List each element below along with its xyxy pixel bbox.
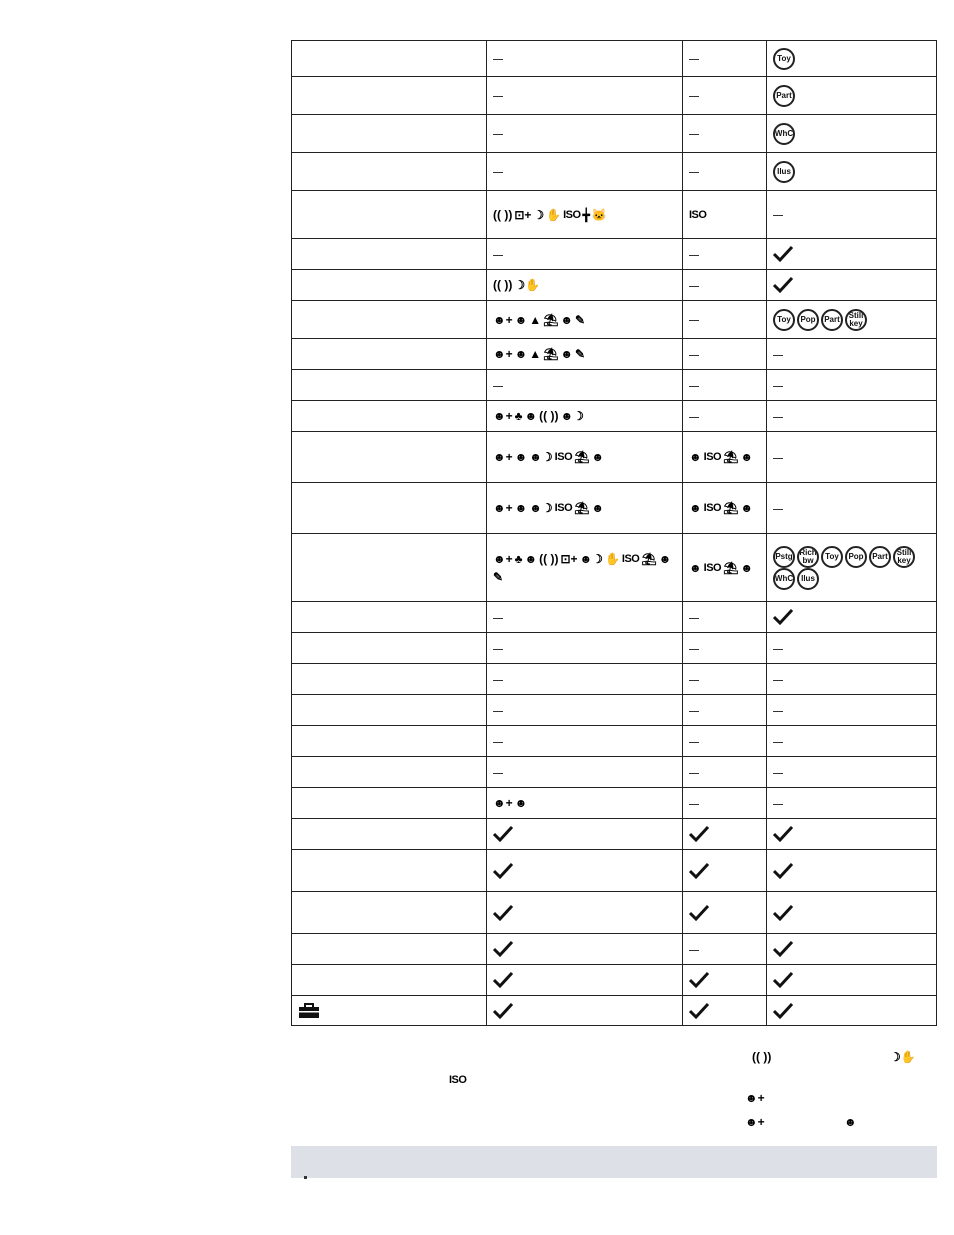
not-available-dash [689,417,699,418]
check-icon [773,904,793,922]
table-cell [292,819,487,850]
not-available-dash [689,172,699,173]
check-icon [773,862,793,880]
table-cell [683,819,767,850]
picture-effect-badge-icon: Pstg [773,546,795,568]
scene-mode-icon: ♣ [514,409,523,424]
table-cell [292,996,487,1026]
table-cell [767,270,937,301]
scene-mode-icon: ☻+ [493,796,513,811]
table-cell [767,301,937,339]
scene-mode-icon: ☻ [689,501,702,516]
table-row [292,370,937,401]
scene-mode-icon: ☻ [514,347,528,362]
table-cell [683,270,767,301]
scene-mode-icon: ☻ [524,551,538,566]
check-icon [773,971,793,989]
scene-mode-icon: ╈ [582,207,590,222]
table-row [292,77,937,115]
not-available-dash [689,804,699,805]
table-cell [292,301,487,339]
table-cell [767,339,937,370]
scene-mode-icon: ☻+ [493,501,513,516]
scene-mode-icon: ☻☽ [529,501,553,516]
table-cell [487,996,683,1026]
table-cell [487,695,683,726]
scene-mode-icon: ☻ [740,501,753,516]
scene-mode-icon: (( )) [539,409,559,424]
check-icon [493,1002,513,1020]
scene-mode-icon: ☻☽ [560,409,584,424]
table-cell [487,965,683,996]
table-cell [487,191,683,239]
table-row [292,239,937,270]
picture-effect-badge-icon: Part [821,309,843,331]
table-row [292,819,937,850]
table-cell [683,239,767,270]
table-cell [683,757,767,788]
table-cell [292,602,487,633]
not-available-dash [493,618,503,619]
table-cell [767,965,937,996]
picture-effect-badge-icon: Toy [773,48,795,70]
scene-mode-icon: ✎ [493,569,504,584]
table-row [292,191,937,239]
table-cell [487,370,683,401]
scene-mode-icon: ☻+ [493,312,513,327]
table-cell [683,726,767,757]
scene-mode-icon: ISO [554,502,573,515]
scene-mode-icon: ♣ [514,551,523,566]
table-cell [292,239,487,270]
table-cell [767,633,937,664]
table-cell [487,153,683,191]
scene-mode-icon: ☻ [689,450,702,465]
table-row [292,664,937,695]
scene-mode-icon: ⛱ [723,560,739,575]
table-cell [767,191,937,239]
scene-mode-icon: ☽ [533,207,545,222]
scene-mode-icon: ☻ [689,560,702,575]
table-cell [487,819,683,850]
table-cell [487,301,683,339]
not-available-dash [689,773,699,774]
not-available-dash [773,742,783,743]
table-cell [767,695,937,726]
table-cell [292,534,487,602]
table-cell [767,115,937,153]
table-row [292,432,937,483]
table-cell [292,191,487,239]
scene-mode-icon: ✋ [604,551,620,566]
table-cell [292,664,487,695]
scene-mode-icon: ⛱ [543,312,559,327]
not-available-dash [689,950,699,951]
not-available-dash [773,417,783,418]
not-available-dash [689,320,699,321]
table-cell [767,534,937,602]
table-cell [683,191,767,239]
table-cell [683,850,767,892]
table-cell [767,602,937,633]
table-cell [292,695,487,726]
scene-mode-icon: ⛱ [543,347,559,362]
not-available-dash [773,649,783,650]
table-cell [683,892,767,934]
scene-mode-icon: ☻ [591,501,604,516]
table-row [292,996,937,1026]
footnote-icon-high-sensitivity: ISO [449,1074,467,1086]
check-icon [493,862,513,880]
not-available-dash [689,711,699,712]
table-cell [683,153,767,191]
not-available-dash [493,96,503,97]
table-cell [487,726,683,757]
scene-mode-icon: ⛱ [641,551,657,566]
table-cell [487,401,683,432]
table-cell [292,401,487,432]
check-icon [493,904,513,922]
table-row [292,965,937,996]
scene-mode-icon: (( )) [493,207,513,222]
check-icon [689,862,709,880]
table-cell [683,370,767,401]
not-available-dash [689,255,699,256]
table-cell [683,633,767,664]
picture-effect-badge-icon: Still key [893,546,915,568]
not-available-dash [773,509,783,510]
table-row [292,401,937,432]
table-cell [292,77,487,115]
table-cell [292,370,487,401]
not-available-dash [689,96,699,97]
scene-mode-icon: ⛱ [723,501,739,516]
table-cell [487,483,683,534]
scene-mode-icon: ⊡+ [514,207,532,222]
table-row [292,788,937,819]
picture-effect-badge-icon: Ilus [797,568,819,590]
table-cell [487,41,683,77]
table-cell [292,934,487,965]
scene-mode-icon: ☻ [514,312,528,327]
scene-mode-icon: ISO [563,208,581,221]
table-cell [767,892,937,934]
table-cell [683,664,767,695]
not-available-dash [493,255,503,256]
table-cell [487,757,683,788]
table-cell [683,965,767,996]
not-available-dash [773,458,783,459]
table-cell [292,153,487,191]
table-cell [292,432,487,483]
check-icon [773,1002,793,1020]
scene-mode-icon: ☻+ [493,347,513,362]
table-cell [487,934,683,965]
scene-mode-icon: ☻☽ [529,450,553,465]
not-available-dash [689,59,699,60]
scene-mode-icon: ISO [554,451,573,464]
table-cell [683,301,767,339]
scene-mode-icon: ☻ [514,450,528,465]
table-row [292,41,937,77]
table-cell [487,239,683,270]
footnote-icon-anti-motion-blur: (( )) [752,1050,772,1064]
scene-mode-icon: ☽✋ [514,278,541,293]
check-icon [689,1002,709,1020]
table-row [292,270,937,301]
not-available-dash [689,355,699,356]
not-available-dash [493,711,503,712]
table-cell [767,850,937,892]
not-available-dash [773,804,783,805]
table-cell [683,77,767,115]
scene-mode-icon: ☻☽ [579,551,603,566]
table-cell [487,788,683,819]
table-row [292,850,937,892]
table-cell [292,483,487,534]
table-cell [487,534,683,602]
table-cell [683,339,767,370]
table-cell [292,41,487,77]
check-icon [493,940,513,958]
scene-mode-icon: (( )) [539,551,559,566]
table-cell [292,850,487,892]
scene-mode-icon: ☻+ [493,551,513,566]
check-icon [493,971,513,989]
table-cell [767,239,937,270]
not-available-dash [493,680,503,681]
not-available-dash [773,680,783,681]
check-icon [773,276,793,294]
scene-mode-icon: ☻ [740,560,753,575]
table-cell [292,788,487,819]
section-header-band [291,1146,937,1178]
not-available-dash [493,386,503,387]
scene-mode-icon: ☻ [591,450,604,465]
table-cell [767,996,937,1026]
picture-effect-badge-icon: Still key [845,309,867,331]
scene-mode-icon: ☻ [514,501,528,516]
table-row [292,633,937,664]
table-cell [487,850,683,892]
table-row [292,301,937,339]
table-row [292,726,937,757]
table-cell [767,483,937,534]
scene-mode-icon: ▲ [529,312,542,327]
table-cell [292,270,487,301]
table-cell [292,757,487,788]
table-cell [683,401,767,432]
picture-effect-badge-icon: Part [773,85,795,107]
check-icon [773,825,793,843]
check-icon [689,971,709,989]
table-row [292,934,937,965]
picture-effect-badge-icon: Part [869,546,891,568]
not-available-dash [773,386,783,387]
not-available-dash [493,649,503,650]
scene-mode-icon: ISO [621,552,640,565]
table-row [292,115,937,153]
not-available-dash [493,172,503,173]
scene-mode-icon: ☻ [658,551,672,566]
scene-mode-icon: ISO [689,208,707,221]
table-cell [767,153,937,191]
scene-mode-icon: ⛱ [574,501,590,516]
table-cell [683,483,767,534]
scene-mode-icon: ⛱ [574,450,590,465]
scene-mode-icon: ISO [703,502,722,515]
table-cell [767,788,937,819]
table-cell [767,757,937,788]
table-cell [487,77,683,115]
not-available-dash [689,386,699,387]
table-cell [767,819,937,850]
picture-effect-badge-icon: Toy [821,546,843,568]
picture-effect-badge-icon: Pop [797,309,819,331]
footnote-icon-scene-recognition: ☻+ [745,1091,765,1105]
table-cell [767,401,937,432]
table-cell [767,726,937,757]
table-cell [292,115,487,153]
table-cell [683,432,767,483]
table-row [292,892,937,934]
not-available-dash [689,649,699,650]
table-cell [767,41,937,77]
table-cell [292,726,487,757]
table-cell [292,339,487,370]
scene-mode-icon: ISO [703,451,722,464]
table-cell [767,77,937,115]
bullet-mark [304,1176,307,1179]
not-available-dash [689,286,699,287]
table-cell [292,892,487,934]
table-row [292,483,937,534]
table-cell [683,695,767,726]
table-cell [292,633,487,664]
not-available-dash [689,680,699,681]
check-icon [773,245,793,263]
scene-mode-icon: ISO [703,561,722,574]
table-cell [487,664,683,695]
check-icon [689,904,709,922]
scene-mode-icon: ☻ [560,312,574,327]
check-icon [493,825,513,843]
scene-mode-icon: ☻ [514,796,528,811]
not-available-dash [773,711,783,712]
picture-effect-badge-icon: Toy [773,309,795,331]
scene-mode-icon: ☻ [524,409,538,424]
footnote-icon-scene-recognition-2: ☻+ [745,1115,765,1129]
table-cell [487,270,683,301]
scene-mode-icon: ✎ [575,347,586,362]
picture-effect-badge-icon: WhC [773,123,795,145]
table-cell [683,602,767,633]
not-available-dash [689,618,699,619]
table-row [292,602,937,633]
footnote-icon-handheld-twilight: ☽✋ [890,1050,916,1064]
scene-mode-icon: ☻+ [493,450,513,465]
table-row [292,534,937,602]
not-available-dash [493,773,503,774]
not-available-dash [493,134,503,135]
table-cell [683,996,767,1026]
scene-mode-icon: ✋ [546,207,562,222]
not-available-dash [689,134,699,135]
scene-mode-icon: ☻+ [493,409,513,424]
table-cell [767,432,937,483]
table-cell [767,370,937,401]
table-row [292,757,937,788]
check-icon [773,608,793,626]
table-cell [683,115,767,153]
scene-mode-icon: 🐱 [591,207,607,222]
table-cell [683,788,767,819]
check-icon [689,825,709,843]
not-available-dash [773,355,783,356]
picture-effect-badge-icon: Ilus [773,161,795,183]
picture-effect-badge-icon: WhC [773,568,795,590]
table-cell [487,633,683,664]
table-cell [767,934,937,965]
table-cell [683,534,767,602]
scene-mode-icon: (( )) [493,278,513,293]
not-available-dash [493,742,503,743]
table-row [292,695,937,726]
table-cell [683,41,767,77]
table-cell [487,602,683,633]
picture-effect-badge-icon: Rich bw [797,546,819,568]
table-cell [767,664,937,695]
scene-mode-icon: ▲ [529,347,542,362]
table-cell [683,934,767,965]
not-available-dash [773,215,783,216]
scene-mode-icon: ⛱ [723,450,739,465]
scene-mode-icon: ☻ [560,347,574,362]
not-available-dash [493,59,503,60]
table-row [292,153,937,191]
table-cell [292,965,487,996]
table-row [292,339,937,370]
table-cell [487,339,683,370]
not-available-dash [773,773,783,774]
table-cell [487,115,683,153]
scene-feature-table [291,40,937,1026]
check-icon [773,940,793,958]
scene-mode-icon: ☻ [740,450,753,465]
scene-mode-icon: ✎ [575,312,586,327]
not-available-dash [689,742,699,743]
footnote-icon-portrait: ☻ [844,1115,857,1129]
table-cell [487,432,683,483]
scene-mode-icon: ⊡+ [560,551,578,566]
table-cell [487,892,683,934]
toolbox-icon [298,1003,320,1019]
picture-effect-badge-icon: Pop [845,546,867,568]
